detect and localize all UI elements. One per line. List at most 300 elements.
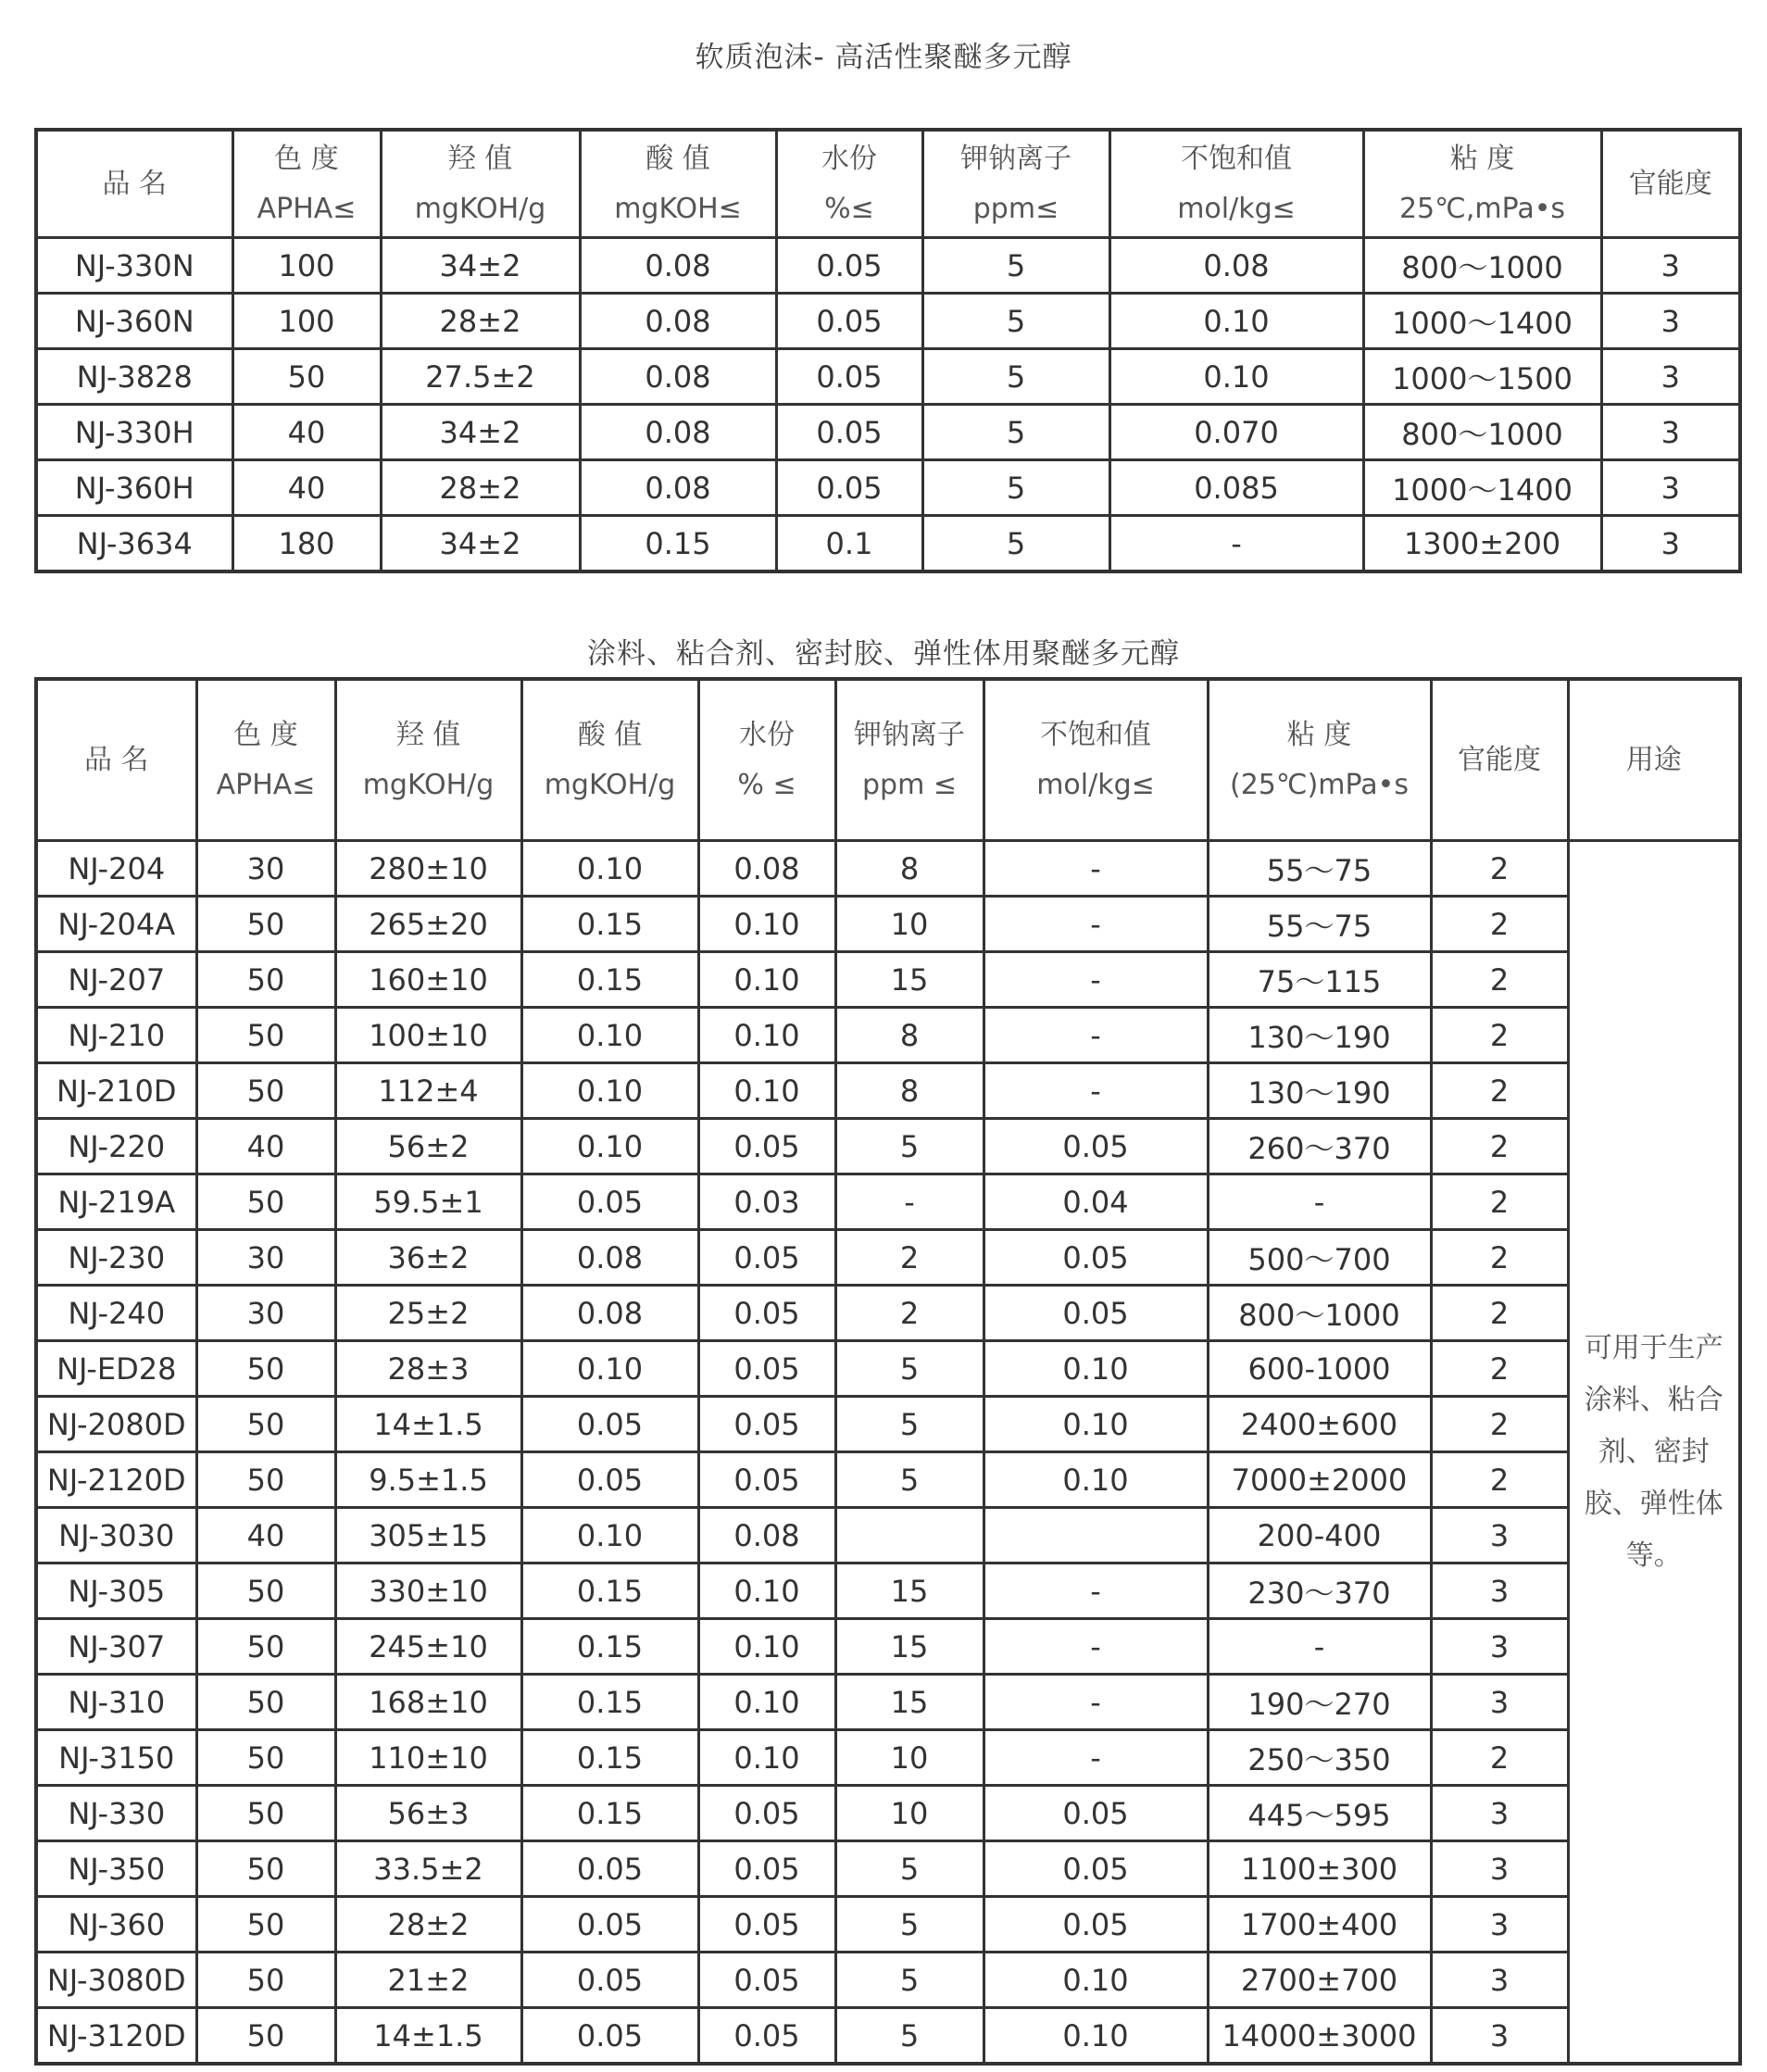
column-header <box>232 130 381 238</box>
table-cell: 280±10 <box>335 841 521 897</box>
table-cell: 0.10 <box>984 1953 1208 2008</box>
table-row <box>36 516 1740 572</box>
table-cell: 0.10 <box>698 952 835 1008</box>
table-cell: 5 <box>922 238 1109 294</box>
table-cell: 28±2 <box>381 460 580 516</box>
table2-title: 涂料、粘合剂、密封胶、弹性体用聚醚多元醇 <box>587 637 1180 671</box>
table-cell: 330±10 <box>335 1563 521 1619</box>
table-cell: 14000±3000 <box>1208 2008 1431 2065</box>
table-row <box>36 1174 1740 1230</box>
table-cell: 0.15 <box>521 897 698 952</box>
column-header-label: 色 度 <box>233 718 298 751</box>
table-cell: NJ-204A <box>36 897 196 952</box>
table-cell: 1300±200 <box>1363 516 1601 572</box>
table-cell: 0.05 <box>698 1452 835 1508</box>
table-row <box>36 349 1740 405</box>
table-row <box>36 1786 1740 1841</box>
table-cell: 0.10 <box>521 1008 698 1063</box>
table-cell: 0.15 <box>521 1563 698 1619</box>
table-cell: 1000～1400 <box>1363 460 1601 516</box>
table-cell: 0.10 <box>698 1619 835 1675</box>
table-row <box>36 952 1740 1008</box>
column-header-unit: APHA≤ <box>257 192 357 225</box>
table-cell: 10 <box>835 897 984 952</box>
table-row <box>36 1230 1740 1286</box>
table-cell: 59.5±1 <box>335 1174 521 1230</box>
table-cell: 0.05 <box>698 1897 835 1953</box>
table-row <box>36 460 1740 516</box>
table-cell: 55～75 <box>1208 841 1431 897</box>
table-cell: 130～190 <box>1208 1063 1431 1119</box>
table-cell: 0.15 <box>521 1675 698 1730</box>
soft-foam-polyol-table <box>34 128 1742 573</box>
table-cell: 50 <box>196 1063 335 1119</box>
table-cell: 0.08 <box>698 841 835 897</box>
table-cell: 50 <box>232 349 381 405</box>
table-row <box>36 1119 1740 1174</box>
column-header <box>335 679 521 841</box>
table-row <box>36 1841 1740 1897</box>
table-cell: 5 <box>835 1341 984 1397</box>
table-cell: 50 <box>196 1730 335 1786</box>
table-cell: 10 <box>835 1730 984 1786</box>
table-cell: 0.10 <box>521 1508 698 1563</box>
table-cell: 3 <box>1431 1841 1568 1897</box>
table-cell: 0.15 <box>580 516 776 572</box>
table-row <box>36 1563 1740 1619</box>
table-cell: - <box>984 1008 1208 1063</box>
table-cell: 36±2 <box>335 1230 521 1286</box>
table-cell: 112±4 <box>335 1063 521 1119</box>
table-cell: 0.10 <box>698 1063 835 1119</box>
table-cell: 50 <box>196 1841 335 1897</box>
column-header-label: 羟 值 <box>447 142 513 175</box>
table-cell: NJ-360H <box>36 460 232 516</box>
table-cell: NJ-310 <box>36 1675 196 1730</box>
table-cell: 2 <box>1431 1452 1568 1508</box>
table-cell: 0.05 <box>984 1230 1208 1286</box>
table-cell: 50 <box>196 1675 335 1730</box>
table-cell: 1700±400 <box>1208 1897 1431 1953</box>
table-cell: NJ-ED28 <box>36 1341 196 1397</box>
table-cell: 5 <box>922 294 1109 349</box>
table-cell: 3 <box>1431 1675 1568 1730</box>
column-header-label: 品 名 <box>102 167 168 200</box>
table-row <box>36 1397 1740 1452</box>
table-cell: 130～190 <box>1208 1008 1431 1063</box>
table-cell: 15 <box>835 1563 984 1619</box>
column-header-label: 品 名 <box>83 743 149 776</box>
table-cell: - <box>835 1174 984 1230</box>
column-header <box>698 679 835 841</box>
table-cell: 0.08 <box>580 349 776 405</box>
table-cell: - <box>984 1619 1208 1675</box>
table-cell: 2700±700 <box>1208 1953 1431 2008</box>
table-cell: NJ-210D <box>36 1063 196 1119</box>
column-header-label: 色 度 <box>274 142 339 175</box>
table-cell: 55～75 <box>1208 897 1431 952</box>
table-cell: - <box>984 1730 1208 1786</box>
column-header-unit: ppm≤ <box>972 192 1059 225</box>
column-header-unit: (25℃)mPa•s <box>1230 768 1409 801</box>
table-cell: 2 <box>1431 1730 1568 1786</box>
table-cell: NJ-360 <box>36 1897 196 1953</box>
table-cell: 33.5±2 <box>335 1841 521 1897</box>
table-cell: 50 <box>196 1452 335 1508</box>
table-cell: 1000～1400 <box>1363 294 1601 349</box>
table-cell <box>835 1508 984 1563</box>
table-cell: 5 <box>835 1953 984 2008</box>
table-cell: 0.05 <box>698 1341 835 1397</box>
column-header-unit: %≤ <box>824 192 874 225</box>
table-cell: 3 <box>1431 1563 1568 1619</box>
table-cell: 0.05 <box>776 294 922 349</box>
table-cell: 34±2 <box>381 405 580 460</box>
table-cell: 230～370 <box>1208 1563 1431 1619</box>
column-header-unit: mgKOH/g <box>362 768 495 801</box>
table-cell: 0.10 <box>984 1397 1208 1452</box>
table-cell: 28±2 <box>381 294 580 349</box>
table-cell: NJ-240 <box>36 1286 196 1341</box>
table-cell: 0.10 <box>698 1730 835 1786</box>
table-cell: - <box>984 897 1208 952</box>
table2-body <box>36 841 1740 2065</box>
table-cell: 0.03 <box>698 1174 835 1230</box>
table-cell: 110±10 <box>335 1730 521 1786</box>
table-cell: 9.5±1.5 <box>335 1452 521 1508</box>
table-cell: 0.10 <box>698 897 835 952</box>
table-cell: 50 <box>196 1897 335 1953</box>
column-header-label: 酸 值 <box>645 142 710 175</box>
table-cell: 260～370 <box>1208 1119 1431 1174</box>
table-cell: 0.05 <box>521 1452 698 1508</box>
table-cell: 0.05 <box>984 1119 1208 1174</box>
table-cell: 0.05 <box>776 238 922 294</box>
table-cell: NJ-220 <box>36 1119 196 1174</box>
table-cell: 0.05 <box>698 1230 835 1286</box>
table-cell: 0.08 <box>580 460 776 516</box>
table-cell: 0.10 <box>1109 294 1363 349</box>
table-cell: 445～595 <box>1208 1786 1431 1841</box>
table-cell: 160±10 <box>335 952 521 1008</box>
table-cell: 8 <box>835 1063 984 1119</box>
table-cell: - <box>984 1563 1208 1619</box>
table-cell: 2 <box>1431 952 1568 1008</box>
column-header <box>776 130 922 238</box>
column-header <box>1363 130 1601 238</box>
table-cell: 15 <box>835 1619 984 1675</box>
column-header-label: 钾钠离子 <box>854 718 965 751</box>
table-cell: 3 <box>1431 1619 1568 1675</box>
table-cell: 0.05 <box>984 1786 1208 1841</box>
table-cell: NJ-2120D <box>36 1452 196 1508</box>
table-cell: - <box>984 841 1208 897</box>
table-cell: 250～350 <box>1208 1730 1431 1786</box>
table-cell: 40 <box>232 405 381 460</box>
column-header <box>580 130 776 238</box>
table-cell: 5 <box>922 405 1109 460</box>
table-cell: 0.15 <box>521 952 698 1008</box>
table-cell: 0.05 <box>698 2008 835 2065</box>
table-cell: 5 <box>835 1397 984 1452</box>
table-cell: 180 <box>232 516 381 572</box>
table-cell: 0.05 <box>698 1119 835 1174</box>
table-cell: NJ-350 <box>36 1841 196 1897</box>
table-cell: 30 <box>196 841 335 897</box>
table-cell: 3 <box>1431 1786 1568 1841</box>
column-header <box>1568 679 1740 841</box>
column-header <box>36 679 196 841</box>
column-header <box>381 130 580 238</box>
table-cell: - <box>984 952 1208 1008</box>
table1-body <box>36 238 1740 572</box>
table-cell: 56±2 <box>335 1119 521 1174</box>
table-cell: 75～115 <box>1208 952 1431 1008</box>
table-cell: 50 <box>196 1563 335 1619</box>
table-cell: 3 <box>1431 2008 1568 2065</box>
table-cell: 0.04 <box>984 1174 1208 1230</box>
table-cell: 0.05 <box>776 349 922 405</box>
table-cell: 800～1000 <box>1208 1286 1431 1341</box>
table-cell: 8 <box>835 841 984 897</box>
table-cell: 0.08 <box>580 294 776 349</box>
column-header-unit: mol/kg≤ <box>1036 768 1155 801</box>
table-cell: 0.10 <box>698 1563 835 1619</box>
table-cell: 0.05 <box>698 1286 835 1341</box>
table-cell: 0.05 <box>698 1397 835 1452</box>
table-cell: 2 <box>1431 1008 1568 1063</box>
table-cell: 0.10 <box>984 1341 1208 1397</box>
column-header <box>196 679 335 841</box>
column-header-unit: APHA≤ <box>216 768 316 801</box>
table-cell <box>984 1508 1208 1563</box>
table-cell: 3 <box>1601 516 1740 572</box>
table-cell: 3 <box>1601 238 1740 294</box>
table-cell: 0.05 <box>698 1786 835 1841</box>
table-cell: NJ-207 <box>36 952 196 1008</box>
table-cell: 5 <box>922 516 1109 572</box>
table-cell: 190～270 <box>1208 1675 1431 1730</box>
column-header <box>1601 130 1740 238</box>
table-cell: 0.10 <box>984 2008 1208 2065</box>
column-header-unit: 25℃,mPa•s <box>1398 192 1566 225</box>
table-cell: 50 <box>196 1174 335 1230</box>
table-cell: 2 <box>1431 1230 1568 1286</box>
table-cell: 0.08 <box>1109 238 1363 294</box>
table-cell: 3 <box>1601 405 1740 460</box>
table-cell: 50 <box>196 897 335 952</box>
table-cell: 2400±600 <box>1208 1397 1431 1452</box>
table-cell: 25±2 <box>335 1286 521 1341</box>
table-row <box>36 1508 1740 1563</box>
table-cell: 0.10 <box>521 1119 698 1174</box>
table-cell: NJ-330N <box>36 238 232 294</box>
table-cell: 5 <box>835 1841 984 1897</box>
table-cell: NJ-3150 <box>36 1730 196 1786</box>
table-cell: 30 <box>196 1230 335 1286</box>
column-header-unit: mgKOH≤ <box>614 192 742 225</box>
table-cell: 2 <box>1431 897 1568 952</box>
table-cell: 5 <box>922 460 1109 516</box>
table-cell: 0.10 <box>984 1452 1208 1508</box>
table-row <box>36 1619 1740 1675</box>
table-cell: 0.05 <box>698 1841 835 1897</box>
column-header-label: 水份 <box>739 718 795 751</box>
table-cell: NJ-330 <box>36 1786 196 1841</box>
table-cell: 34±2 <box>381 516 580 572</box>
table-cell: 0.10 <box>1109 349 1363 405</box>
table-cell: 2 <box>1431 1341 1568 1397</box>
table-row <box>36 1341 1740 1397</box>
table-cell: 0.05 <box>698 1953 835 2008</box>
column-header-label: 不饱和值 <box>1181 142 1292 175</box>
table-cell: - <box>984 1675 1208 1730</box>
column-header-label: 粘 度 <box>1286 718 1352 751</box>
table-cell: 0.05 <box>521 2008 698 2065</box>
column-header-unit: mgKOH/g <box>544 768 676 801</box>
table-row <box>36 1063 1740 1119</box>
column-header-unit: mol/kg≤ <box>1177 192 1296 225</box>
table-cell: 50 <box>196 1619 335 1675</box>
column-header <box>835 679 984 841</box>
table-cell: 0.05 <box>521 1897 698 1953</box>
column-header-label: 粘 度 <box>1449 142 1515 175</box>
table-cell: 15 <box>835 952 984 1008</box>
table-cell: NJ-3120D <box>36 2008 196 2065</box>
table-cell: 0.15 <box>521 1619 698 1675</box>
table-cell: 800～1000 <box>1363 238 1601 294</box>
table-cell: 245±10 <box>335 1619 521 1675</box>
table-cell: 5 <box>835 1119 984 1174</box>
table-cell: 0.10 <box>521 1341 698 1397</box>
table-cell: NJ-210 <box>36 1008 196 1063</box>
table-row <box>36 1286 1740 1341</box>
table-cell: NJ-204 <box>36 841 196 897</box>
table-cell: 0.10 <box>698 1675 835 1730</box>
table-cell: 100±10 <box>335 1008 521 1063</box>
table-cell: 10 <box>835 1786 984 1841</box>
usage-cell: 可用于生产涂料、粘合剂、密封胶、弹性体等。 <box>1568 841 1740 2065</box>
column-header-label: 不饱和值 <box>1040 718 1151 751</box>
table-cell: 3 <box>1601 460 1740 516</box>
table-cell: NJ-3030 <box>36 1508 196 1563</box>
table-cell: 3 <box>1431 1508 1568 1563</box>
table-cell: 5 <box>835 2008 984 2065</box>
table-cell: 21±2 <box>335 1953 521 2008</box>
coating-adhesive-polyol-table <box>34 677 1742 2066</box>
column-header-label: 酸 值 <box>577 718 643 751</box>
table-row <box>36 1452 1740 1508</box>
column-header-unit: % ≤ <box>737 768 796 801</box>
table-cell: 40 <box>196 1508 335 1563</box>
column-header <box>984 679 1208 841</box>
table-cell: NJ-360N <box>36 294 232 349</box>
table-cell: 2 <box>1431 1286 1568 1341</box>
table-cell: 0.10 <box>698 1008 835 1063</box>
table-cell: 0.05 <box>521 1174 698 1230</box>
table-cell: 7000±2000 <box>1208 1452 1431 1508</box>
table-cell: 5 <box>835 1897 984 1953</box>
table1-title: 软质泡沫- 高活性聚醚多元醇 <box>695 41 1072 74</box>
table-cell: - <box>1208 1174 1431 1230</box>
table-cell: 2 <box>835 1286 984 1341</box>
table-cell: 265±20 <box>335 897 521 952</box>
table-cell: NJ-230 <box>36 1230 196 1286</box>
column-header-unit: ppm ≤ <box>862 768 957 801</box>
table-row <box>36 405 1740 460</box>
table-cell: 34±2 <box>381 238 580 294</box>
column-header <box>521 679 698 841</box>
table-cell: 0.05 <box>521 1397 698 1452</box>
table-cell: 1000～1500 <box>1363 349 1601 405</box>
column-header-label: 羟 值 <box>395 718 461 751</box>
table-cell: 2 <box>1431 1119 1568 1174</box>
table-cell: 50 <box>196 1397 335 1452</box>
table-cell: 3 <box>1601 349 1740 405</box>
column-header <box>922 130 1109 238</box>
table-cell: 1100±300 <box>1208 1841 1431 1897</box>
table-cell: 0.15 <box>521 1786 698 1841</box>
column-header-unit: mgKOH/g <box>414 192 546 225</box>
table-cell: 8 <box>835 1008 984 1063</box>
column-header-label: 钾钠离子 <box>960 142 1071 175</box>
table-cell: 2 <box>1431 1063 1568 1119</box>
table-cell: 2 <box>1431 1174 1568 1230</box>
table-cell: 0.15 <box>521 1730 698 1786</box>
column-header <box>1208 679 1431 841</box>
column-header-label: 官能度 <box>1458 743 1541 776</box>
table-cell: 0.08 <box>580 405 776 460</box>
table-cell: 50 <box>196 952 335 1008</box>
table-cell: - <box>1208 1619 1431 1675</box>
table-row <box>36 294 1740 349</box>
column-header-label: 用途 <box>1625 743 1682 776</box>
table-cell: NJ-219A <box>36 1174 196 1230</box>
table-cell: 2 <box>1431 1397 1568 1452</box>
table-cell: 0.08 <box>521 1230 698 1286</box>
table-cell: NJ-305 <box>36 1563 196 1619</box>
table-cell: 0.05 <box>776 460 922 516</box>
table-cell: 0.05 <box>521 1953 698 2008</box>
table-cell: 56±3 <box>335 1786 521 1841</box>
table-row <box>36 1730 1740 1786</box>
table-cell: NJ-3634 <box>36 516 232 572</box>
table-cell: 0.070 <box>1109 405 1363 460</box>
table-row <box>36 841 1740 897</box>
table-cell: 5 <box>835 1452 984 1508</box>
table-cell: 168±10 <box>335 1675 521 1730</box>
table-cell: 0.08 <box>698 1508 835 1563</box>
table-cell: 40 <box>232 460 381 516</box>
table-cell: 5 <box>922 349 1109 405</box>
table-cell: 0.05 <box>776 405 922 460</box>
column-header <box>1109 130 1363 238</box>
table-row <box>36 1953 1740 2008</box>
table-cell: 50 <box>196 1953 335 2008</box>
table-cell: 305±15 <box>335 1508 521 1563</box>
column-header <box>1431 679 1568 841</box>
table-cell: 600-1000 <box>1208 1341 1431 1397</box>
table-cell: 0.08 <box>580 238 776 294</box>
table-cell: 0.085 <box>1109 460 1363 516</box>
table-cell: 0.05 <box>984 1841 1208 1897</box>
table-cell: 2 <box>1431 841 1568 897</box>
table-cell: 14±1.5 <box>335 2008 521 2065</box>
table-row <box>36 1008 1740 1063</box>
table1-header-row <box>36 130 1740 238</box>
table-row <box>36 897 1740 952</box>
table-cell: 50 <box>196 2008 335 2065</box>
